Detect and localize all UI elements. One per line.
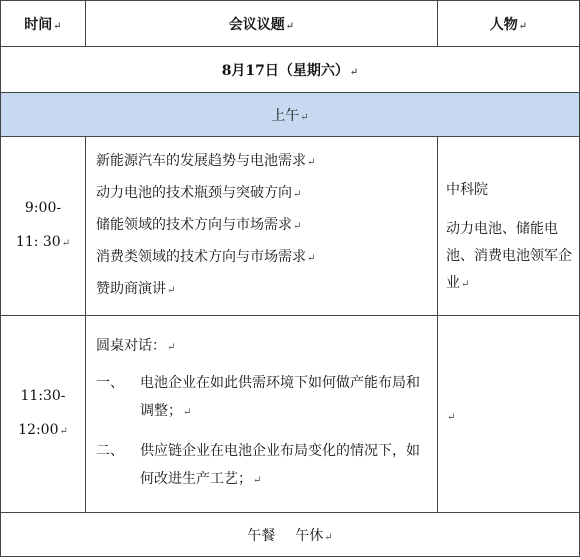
discussion-cell — [86, 316, 438, 513]
topic-item: 消费类领域的技术方向与市场需求↵ — [96, 249, 316, 265]
agenda-row-morning-1 — [1, 137, 580, 316]
date-row — [1, 47, 580, 93]
lunch-row — [1, 513, 580, 557]
lunch-cell: 午餐 午休↵ — [1, 513, 580, 557]
topic-item: 赞助商演讲↵ — [96, 281, 176, 297]
discussion-item: 一、 电池企业在如此供需环境下如何做产能布局和调整；↵ — [96, 375, 420, 419]
date-cell: 8月17日（星期六）↵ — [1, 47, 580, 93]
people-cell-1 — [438, 137, 580, 316]
header-time: 时间↵ — [1, 1, 86, 47]
topic-item: 储能领域的技术方向与市场需求↵ — [96, 217, 302, 233]
agenda-row-morning-2 — [1, 316, 580, 513]
discussion-item: 二、 供应链企业在电池企业布局变化的情况下，如何改进生产工艺；↵ — [96, 443, 420, 487]
people-cell-2: ↵ — [438, 316, 580, 513]
topic-item: 动力电池的技术瓶颈与突破方向↵ — [96, 185, 302, 201]
header-row — [1, 1, 580, 47]
people-org: 中科院 — [446, 181, 488, 198]
header-people: 人物↵ — [438, 1, 580, 47]
time-cell-1: 9:00- 11: 30↵ — [1, 137, 86, 316]
topic-item: 新能源汽车的发展趋势与电池需求↵ — [96, 153, 316, 169]
people-desc: 动力电池、储能电池、消费电池领军企业↵ — [446, 220, 572, 291]
topics-cell-1 — [86, 137, 438, 316]
discussion-lead: 圆桌对话：↵ — [96, 338, 176, 354]
time-cell-2: 11:30- 12:00↵ — [1, 316, 86, 513]
session-row — [1, 93, 580, 137]
session-cell: 上午↵ — [1, 93, 580, 137]
header-topic: 会议议题↵ — [86, 1, 438, 47]
